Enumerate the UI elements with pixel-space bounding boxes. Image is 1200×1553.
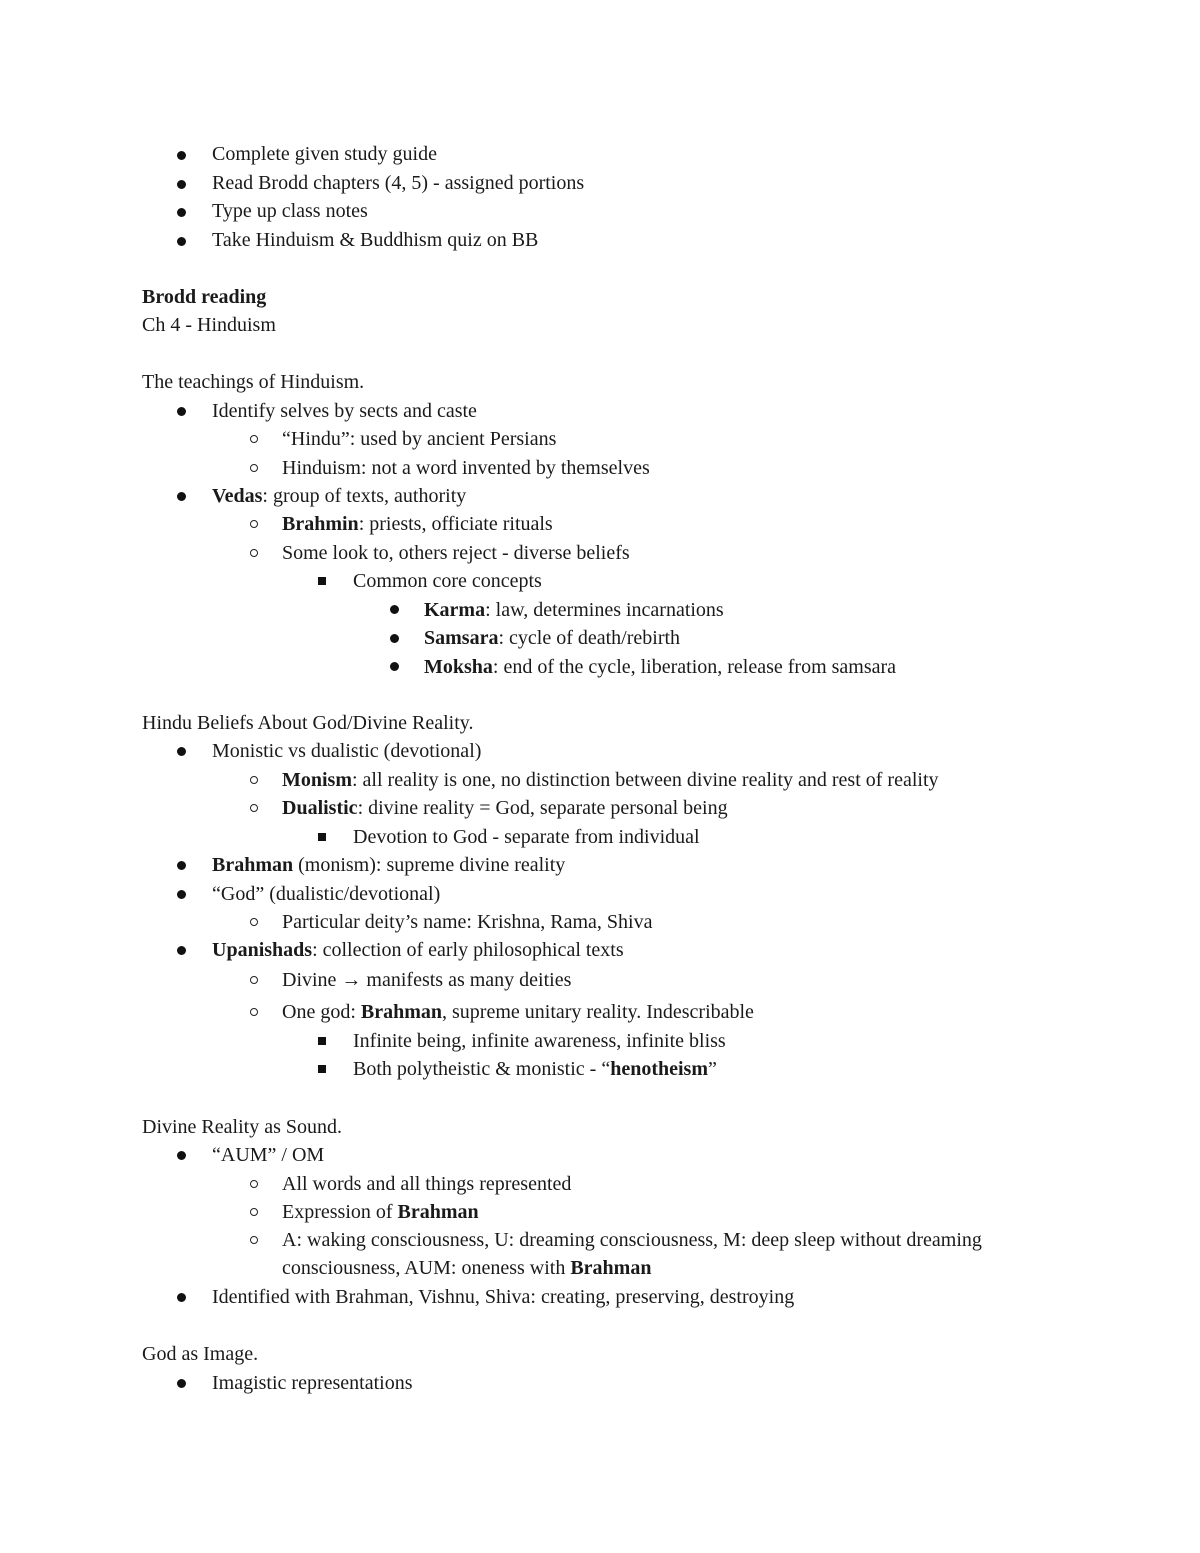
subsection-heading: Hindu Beliefs About God/Divine Reality. — [142, 712, 474, 734]
term-bold: Brahmin — [282, 513, 359, 535]
list-item — [424, 596, 724, 624]
bullet-disc — [177, 747, 186, 756]
bullet-disc — [177, 208, 186, 217]
list-item — [353, 1055, 717, 1083]
text-run: , supreme unitary reality. Indescribable — [442, 1001, 754, 1023]
definition-text: : end of the cycle, liberation, release from samsara — [492, 656, 897, 678]
list-item: Infinite being, infinite awareness, infinite bliss — [353, 1030, 726, 1052]
bullet-disc — [390, 662, 399, 671]
definition-text: : group of texts, authority — [262, 485, 467, 507]
bullet-disc — [177, 237, 186, 246]
list-item — [282, 794, 728, 822]
text-run: ” — [708, 1058, 717, 1080]
bullet-disc — [177, 1293, 186, 1302]
bullet-circle — [250, 435, 258, 443]
bullet-square — [318, 1037, 326, 1045]
list-item: All words and all things represented — [282, 1173, 572, 1195]
chapter-label: Ch 4 - Hinduism — [142, 314, 276, 336]
definition-text: : cycle of death/rebirth — [498, 627, 681, 649]
term-bold: Brahman — [397, 1201, 479, 1223]
bullet-circle — [250, 976, 258, 984]
bullet-disc — [177, 1151, 186, 1160]
list-item: Imagistic representations — [212, 1372, 413, 1394]
text-run: One god: — [282, 1001, 361, 1023]
bullet-circle — [250, 464, 258, 472]
todo-item: Read Brodd chapters (4, 5) - assigned portions — [212, 172, 585, 194]
list-item: “God” (dualistic/devotional) — [212, 883, 441, 905]
bullet-disc — [177, 946, 186, 955]
subsection-heading: God as Image. — [142, 1343, 259, 1365]
list-item — [212, 482, 466, 510]
bullet-square — [318, 1065, 326, 1073]
term-bold: Brahman — [360, 1001, 443, 1023]
definition-text: : collection of early philosophical texts — [312, 939, 624, 961]
term-bold: Brahman — [212, 854, 294, 876]
bullet-circle — [250, 549, 258, 557]
list-item: Monistic vs dualistic (devotional) — [212, 740, 482, 762]
definition-text: : priests, officiate rituals — [358, 513, 553, 535]
subsection-heading: Divine Reality as Sound. — [142, 1116, 342, 1138]
term-bold: henotheism — [610, 1058, 708, 1080]
todo-item: Take Hinduism & Buddhism quiz on BB — [212, 229, 539, 251]
bullet-disc — [390, 634, 399, 643]
list-item — [282, 510, 553, 538]
term-bold: Brahman — [570, 1257, 652, 1279]
bullet-disc — [177, 890, 186, 899]
bullet-square — [318, 577, 326, 585]
bullet-circle — [250, 1180, 258, 1188]
list-item: Particular deity’s name: Krishna, Rama, Shiva — [282, 911, 653, 933]
bullet-circle — [250, 1236, 258, 1244]
bullet-circle — [250, 804, 258, 812]
bullet-disc — [390, 605, 399, 614]
term-bold: Vedas — [212, 485, 263, 507]
term-bold: Dualistic — [282, 797, 358, 819]
list-item — [212, 936, 624, 964]
list-item: “Hindu”: used by ancient Persians — [282, 428, 557, 450]
definition-text: : all reality is one, no distinction between divine reality and rest of reality — [352, 769, 939, 791]
definition-text: : law, determines incarnations — [485, 599, 724, 621]
bullet-square — [318, 833, 326, 841]
list-item: Identify selves by sects and caste — [212, 400, 477, 422]
section-heading: Brodd reading — [142, 286, 267, 308]
list-item — [424, 624, 680, 652]
list-item: Some look to, others reject - diverse beliefs — [282, 542, 630, 564]
bullet-disc — [177, 861, 186, 870]
bullet-disc — [177, 180, 186, 189]
definition-text: (monism): supreme divine reality — [293, 854, 566, 876]
text-run: consciousness, AUM: oneness with — [282, 1257, 571, 1279]
bullet-circle — [250, 520, 258, 528]
list-item: Hinduism: not a word invented by themselves — [282, 457, 650, 479]
todo-item: Complete given study guide — [212, 143, 437, 165]
bullet-disc — [177, 1379, 186, 1388]
subsection-heading: The teachings of Hinduism. — [142, 371, 365, 393]
bullet-circle — [250, 918, 258, 926]
list-item — [282, 998, 754, 1026]
term-bold: Upanishads — [212, 939, 313, 961]
text-run: Expression of — [282, 1201, 398, 1223]
term-bold: Samsara — [424, 627, 499, 649]
bullet-circle — [250, 1008, 258, 1016]
list-item: Identified with Brahman, Vishnu, Shiva: creating, preserving, destroying — [212, 1286, 795, 1308]
bullet-disc — [177, 151, 186, 160]
list-item: Divine → manifests as many deities — [282, 969, 572, 991]
list-item — [424, 653, 896, 681]
definition-text: : divine reality = God, separate personal being — [357, 797, 728, 819]
todo-item: Type up class notes — [212, 200, 368, 222]
bullet-disc — [177, 407, 186, 416]
list-item: Common core concepts — [353, 570, 542, 592]
term-bold: Karma — [424, 599, 486, 621]
bullet-circle — [250, 1208, 258, 1216]
list-item — [212, 851, 565, 879]
list-item — [282, 1198, 479, 1226]
term-bold: Moksha — [424, 656, 493, 678]
list-item — [282, 766, 939, 794]
text-run: Both polytheistic & monistic - “ — [353, 1058, 611, 1080]
list-item: “AUM” / OM — [212, 1144, 325, 1166]
list-item: Devotion to God - separate from individual — [353, 826, 700, 848]
bullet-disc — [177, 492, 186, 501]
list-item-continuation — [282, 1254, 651, 1282]
list-item: A: waking consciousness, U: dreaming consciousness, M: deep sleep without dreaming — [282, 1229, 982, 1251]
term-bold: Monism — [282, 769, 352, 791]
bullet-circle — [250, 776, 258, 784]
